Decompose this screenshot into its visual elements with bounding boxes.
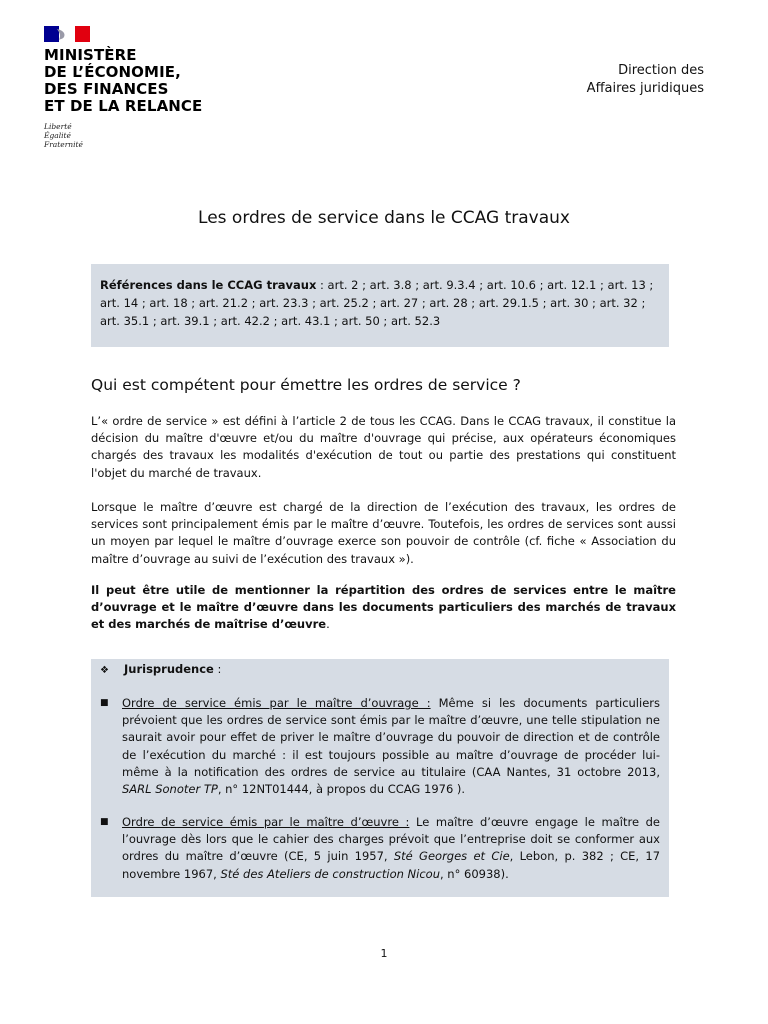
references-label: Références dans le CCAG travaux [100,278,317,292]
case-name: Sté des Ateliers de construction Nicou [220,866,440,881]
jurisprudence-item [100,695,660,798]
paragraph-competence: Lorsque le maître d’œuvre est chargé de la direction de l’exécution des travaux, les ordres de services sont principalement émis par le maître d’œuvre. Toutefois, les ordres de services sont aussi un moyen par lequel le maître d’ouvrage exerce son pouvoir de contrôle (cf. fiche « Association du maître d’ouvrage au suivi de l’exécution des travaux »). [91,500,676,566]
recommendation-end: . [326,617,330,632]
jurisprudence-item-text [122,695,660,798]
ministry-name-line: DES FINANCES [44,80,169,98]
case-name: SARL Sonoter TP [122,782,218,797]
ministry-name-line: DE L’ÉCONOMIE, [44,63,181,81]
jurisprudence-item-title: Ordre de service émis par le maître d’ouvrage : [122,696,431,710]
marianne-flag-icon [44,26,90,42]
document-title: Les ordres de service dans le CCAG travaux [198,208,570,228]
jurisprudence-item [100,814,660,883]
diamond-bullet-icon: ❖ [100,665,109,676]
jurisprudence-heading [100,661,221,679]
square-bullet-icon: ■ [100,817,109,827]
motto-line: Égalité [44,131,71,140]
case-name: Sté Georges et Cie [393,849,510,864]
jurisprudence-item-body: Le maître d’œuvre engage le maître de l’ouvrage dès lors que le cahier des charges prévoit que l’entreprise doit se conformer aux ordres du maître d’œuvre (CE, 5 juin 1957, [122,815,660,864]
direction-line: Direction des [618,63,704,78]
direction-line: Affaires juridiques [586,81,704,96]
motto-line: Fraternité [44,140,83,149]
ministry-name [44,47,224,115]
jurisprudence-item-body: , n° 60938). [440,866,509,881]
ministry-name-line: ET DE LA RELANCE [44,97,203,115]
jurisprudence-item-body: , Lebon, p. 382 ; CE, 17 novembre 1967, [122,849,661,881]
republic-motto [44,122,224,149]
ministry-logo [44,26,224,149]
jurisprudence-item-text [122,814,660,883]
references-list: : art. 2 ; art. 3.8 ; art. 9.3.4 ; art. 10.6 ; art. 12.1 ; art. 13 ; art. 14 ; art. 18 ; art. 21.2 ; art. 23.3 ; art. 25.2 ; art. 27 ; art. 28 ; art. 29.1.5 ; art. 30 ; art. 32 ; art. 35.1 ; art. 39.1 ; art. 42.2 ; art. 43.1 ; art. 50 ; art. 52.3 [100,278,654,328]
jurisprudence-item-body: , n° 12NT01444, à propos du CCAG 1976 ). [217,782,466,797]
page-number: 1 [380,947,388,960]
motto-line: Liberté [44,122,72,131]
jurisprudence-item-body: Même si les documents particuliers prévoient que les ordres de service sont émis par le maître d’œuvre, une telle stipulation ne saurait avoir pour effet de priver le maître d’ouvrage du pouvoir de direction et de contrôle de l’exécution du marché : il est toujours possible au maître d’ouvrage de procéder lui-même à la notification des ordres de service au titulaire (CAA Nantes, 31 octobre 2013, [122,696,660,779]
references-box [91,264,669,347]
ministry-name-line: MINISTÈRE [44,46,137,64]
square-bullet-icon: ■ [100,698,109,708]
recommendation-bold-text: Il peut être utile de mentionner la répartition des ordres de services entre le maître d’ouvrage et le maître d’œuvre dans les documents particuliers des marchés de travaux et des marchés de maîtrise d’œuvre [91,583,676,632]
jurisprudence-item-title: Ordre de service émis par le maître d’œuvre : [122,815,410,829]
paragraph-recommendation [91,582,676,634]
jurisprudence-title: Jurisprudence [124,662,214,676]
jurisprudence-box [91,659,669,897]
jurisprudence-colon: : [213,662,222,676]
section-heading: Qui est compétent pour émettre les ordres de service ? [91,376,521,394]
issuing-direction [587,62,704,98]
paragraph-definition: L’« ordre de service » est défini à l’article 2 de tous les CCAG. Dans le CCAG travaux, il constitue la décision du maître d'œuvre et/ou du maître d'ouvrage qui précise, aux opérateurs économiques chargés des travaux les modalités d'exécution de tout ou partie des prestations qui constituent l'objet du marché de travaux. [91,414,676,480]
